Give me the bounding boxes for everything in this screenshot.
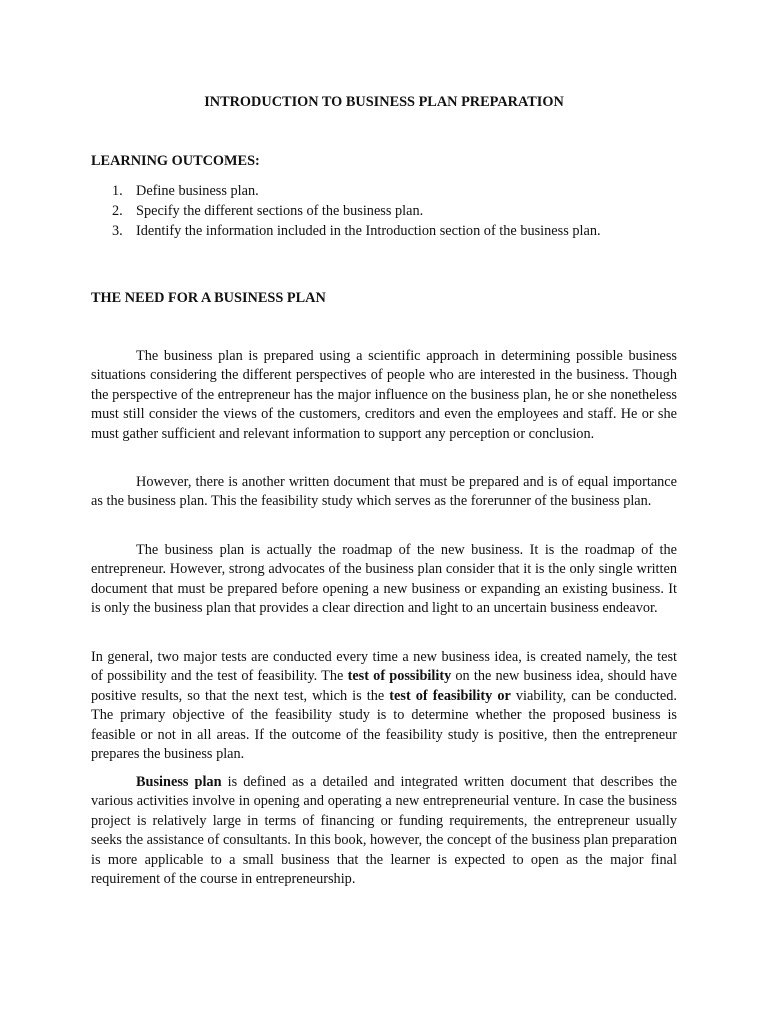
list-number: 3.: [112, 223, 123, 239]
list-text: Identify the information included in the Introduction section of the business plan.: [136, 223, 601, 239]
section-heading: THE NEED FOR A BUSINESS PLAN: [91, 290, 326, 306]
list-item: [112, 181, 601, 201]
paragraph-2: However, there is another written document that must be prepared and is of equal importance as the business plan. This the feasibility study which serves as the forerunner of the business plan.: [91, 474, 677, 510]
paragraph-3: The business plan is actually the roadmap of the new business. It is the roadmap of the entrepreneur. However, strong advocates of the business plan consider that it is the only single written document that must be prepared before opening a new business or expanding an existing business. It is only the business plan that provides a clear direction and light to an uncertain business endeavor.: [91, 542, 677, 617]
list-text: Specify the different sections of the business plan.: [136, 203, 424, 219]
list-text: Define business plan.: [136, 183, 259, 199]
paragraph-text: on the new business idea, should have positive results, so that the next test, which is the: [91, 668, 678, 704]
list-number: 1.: [112, 183, 123, 199]
learning-outcomes-heading: LEARNING OUTCOMES:: [91, 153, 260, 169]
paragraph-text: viability, can be conducted. The primary objective of the feasibility study is to determine whether the proposed business is feasible or not in all areas. If the outcome of the feasibility study is positive, then the entrepreneur prepares the business plan.: [91, 687, 677, 763]
list-item: [112, 201, 601, 221]
paragraph-1: The business plan is prepared using a scientific approach in determining possible business situations considering the different perspectives of people who are interested in the business. Though the perspective of the entrepreneur has the major influence on the business plan, he or she nonetheless must still consider the views of the customers, creditors and even the employees and staff. He or she must gather sufficient and relevant information to support any perception or conclusion.: [91, 348, 677, 442]
list-number: 2.: [112, 203, 123, 219]
bold-term-possibility: test of possibility: [347, 668, 452, 685]
paragraph-text: is defined as a detailed and integrated written document that describes the various activities involve in opening and operating a new entrepreneurial venture. In case the business project is relatively large in terms of financing or funding requirements, the entrepreneur usually seeks the assistance of consultants. In this book, however, the concept of the business plan preparation is more applicable to a small business that the learner is expected to open as the major final requirement of the course in entrepreneurship.: [91, 774, 678, 888]
bold-term-feasibility: test of feasibility or: [389, 687, 511, 704]
paragraph-text: In general, two major tests are conducted every time a new business idea, is created namely, the test of possibility and the test of feasibility. The: [91, 649, 677, 685]
paragraph-4: [91, 648, 677, 764]
list-item: [112, 221, 601, 241]
learning-outcomes-list: [112, 181, 601, 241]
paragraph-5: [91, 773, 677, 889]
document-title: INTRODUCTION TO BUSINESS PLAN PREPARATION: [204, 94, 564, 110]
bold-term-business-plan: Business plan: [136, 774, 222, 790]
